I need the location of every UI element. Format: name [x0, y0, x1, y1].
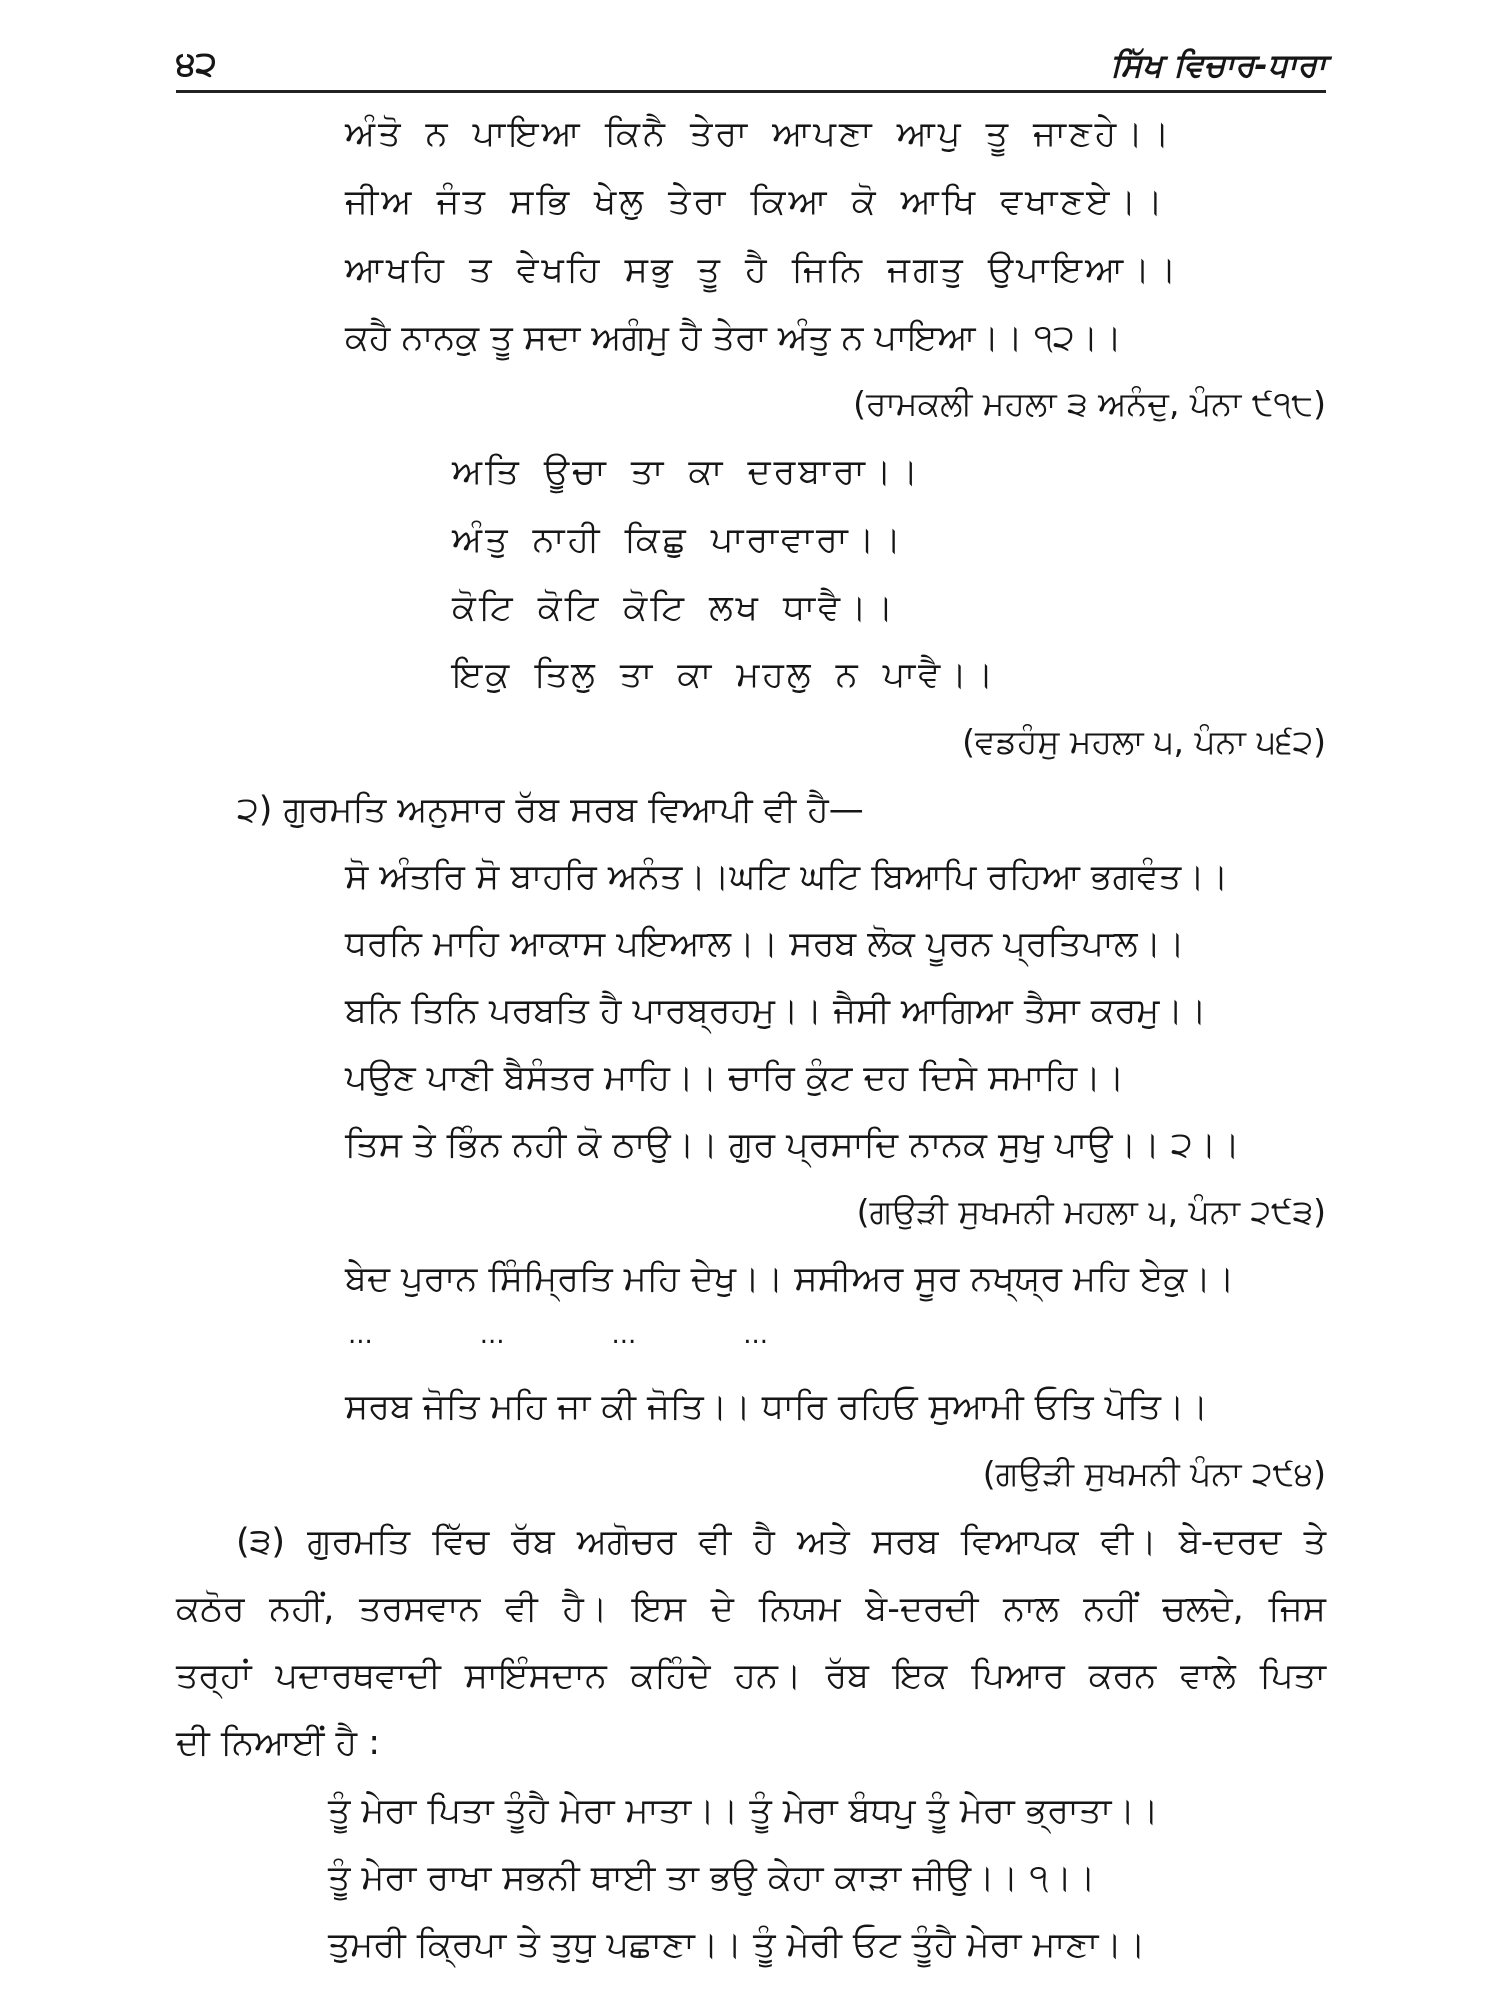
prose-line: ਕਠੋਰ ਨਹੀਂ, ਤਰਸਵਾਨ ਵੀ ਹੈ। ਇਸ ਦੇ ਨਿਯਮ ਬੇ-ਦਰਦੀ ਨਾਲ ਨਹੀਂ ਚਲਦੇ, ਜਿਸ — [176, 1589, 1326, 1629]
page-number: ੪੨ — [176, 44, 217, 84]
verse-line: ਬੇਦ ਪੁਰਾਨ ਸਿੰਮ੍ਰਿਤਿ ਮਹਿ ਦੇਖੁ।। ਸਸੀਅਰ ਸੂਰ ਨਖ੍ਯ੍ਰ ਮਹਿ ਏਕੁ।। — [345, 1259, 1235, 1299]
verse-line: ਤੂੰ ਮੇਰਾ ਪਿਤਾ ਤੂੰਹੈ ਮੇਰਾ ਮਾਤਾ।। ਤੂੰ ਮੇਰਾ ਬੰਧਪੁ ਤੂੰ ਮੇਰਾ ਭ੍ਰਾਤਾ।। — [328, 1791, 1159, 1831]
citation: (ਵਡਹੰਸੁ ਮਹਲਾ ੫, ਪੰਨਾ ੫੬੨) — [962, 722, 1326, 761]
section-heading: ੨) ਗੁਰਮਤਿ ਅਨੁਸਾਰ ਰੱਬ ਸਰਬ ਵਿਆਪੀ ਵੀ ਹੈ— — [237, 790, 864, 830]
verse-line: ਅੰਤੁ ਨਾਹੀ ਕਿਛੁ ਪਾਰਾਵਾਰਾ।। — [452, 520, 904, 560]
citation: (ਗਉੜੀ ਸੁਖਮਨੀ ਮਹਲਾ ੫, ਪੰਨਾ ੨੯੩) — [856, 1192, 1326, 1231]
verse-line: ਕੋਟਿ ਕੋਟਿ ਕੋਟਿ ਲਖ ਧਾਵੈ।। — [452, 588, 897, 628]
ellipsis: ... — [479, 1320, 505, 1350]
verse-line: ਜੀਅ ਜੰਤ ਸਭਿ ਖੇਲੁ ਤੇਰਾ ਕਿਆ ਕੋ ਆਖਿ ਵਖਾਣਏ।। — [345, 182, 1166, 222]
verse-line: ਪਉਣ ਪਾਣੀ ਬੈਸੰਤਰ ਮਾਹਿ।। ਚਾਰਿ ਕੁੰਟ ਦਹ ਦਿਸੇ ਸਮਾਹਿ।। — [345, 1058, 1125, 1098]
verse-line: ਕਹੈ ਨਾਨਕੁ ਤੂ ਸਦਾ ਅਗੰਮੁ ਹੈ ਤੇਰਾ ਅੰਤੁ ਨ ਪਾਇਆ।। ੧੨।। — [345, 318, 1122, 358]
verse-line: ਤਿਸ ਤੇ ਭਿੰਨ ਨਹੀ ਕੋ ਠਾਉ।। ਗੁਰ ਪ੍ਰਸਾਦਿ ਨਾਨਕ ਸੁਖੁ ਪਾਉ।। ੨।। — [345, 1125, 1240, 1165]
ellipsis: ... — [611, 1320, 637, 1350]
running-title: ਸਿੱਖ ਵਿਚਾਰ-ਧਾਰਾ — [1110, 46, 1326, 84]
verse-line: ਇਕੁ ਤਿਲੁ ਤਾ ਕਾ ਮਹਲੁ ਨ ਪਾਵੈ।। — [452, 655, 997, 695]
verse-line: ਬਨਿ ਤਿਨਿ ਪਰਬਤਿ ਹੈ ਪਾਰਬ੍ਰਹਮੁ।। ਜੈਸੀ ਆਗਿਆ ਤੈਸਾ ਕਰਮੁ।। — [345, 991, 1207, 1031]
page-header — [176, 40, 1326, 93]
verse-line: ਤੂੰ ਮੇਰਾ ਰਾਖਾ ਸਭਨੀ ਥਾਈ ਤਾ ਭਉ ਕੇਹਾ ਕਾੜਾ ਜੀਉ।। ੧।। — [328, 1858, 1096, 1898]
ellipsis: ... — [348, 1320, 373, 1350]
citation: (ਰਾਮਕਲੀ ਮਹਲਾ ੩ ਅਨੰਦੁ, ਪੰਨਾ ੯੧੮) — [853, 384, 1326, 423]
prose-line: ਦੀ ਨਿਆਈਂ ਹੈ : — [176, 1723, 381, 1763]
verse-line: ਅੰਤੋ ਨ ਪਾਇਆ ਕਿਨੈ ਤੇਰਾ ਆਪਣਾ ਆਪੁ ਤੂ ਜਾਣਹੇ।। — [345, 114, 1173, 154]
ellipsis: ... — [743, 1320, 768, 1350]
verse-line: ਤੁਮਰੀ ਕ੍ਰਿਪਾ ਤੇ ਤੁਧੁ ਪਛਾਣਾ।। ਤੂੰ ਮੇਰੀ ਓਟ ਤੂੰਹੈ ਮੇਰਾ ਮਾਣਾ।। — [328, 1925, 1146, 1965]
prose-line: (੩) ਗੁਰਮਤਿ ਵਿੱਚ ਰੱਬ ਅਗੋਚਰ ਵੀ ਹੈ ਅਤੇ ਸਰਬ ਵਿਆਪਕ ਵੀ। ਬੇ-ਦਰਦ ਤੇ — [236, 1522, 1326, 1562]
prose-line: ਤਰ੍ਹਾਂ ਪਦਾਰਥਵਾਦੀ ਸਾਇੰਸਦਾਨ ਕਹਿੰਦੇ ਹਨ। ਰੱਬ ਇਕ ਪਿਆਰ ਕਰਨ ਵਾਲੇ ਪਿਤਾ — [176, 1656, 1326, 1696]
citation: (ਗਉੜੀ ਸੁਖਮਨੀ ਪੰਨਾ ੨੯੪) — [982, 1454, 1326, 1493]
verse-line: ਧਰਨਿ ਮਾਹਿ ਆਕਾਸ ਪਇਆਲ।। ਸਰਬ ਲੋਕ ਪੂਰਨ ਪ੍ਰਤਿਪਾਲ।। — [345, 924, 1185, 964]
verse-line: ਅਤਿ ਊਚਾ ਤਾ ਕਾ ਦਰਬਾਰਾ।। — [452, 452, 922, 492]
omission-marks — [348, 1320, 768, 1364]
verse-line: ਆਖਹਿ ਤ ਵੇਖਹਿ ਸਭੁ ਤੂ ਹੈ ਜਿਨਿ ਜਗਤੁ ਉਪਾਇਆ।। — [345, 250, 1180, 290]
verse-line: ਸਰਬ ਜੋਤਿ ਮਹਿ ਜਾ ਕੀ ਜੋਤਿ।। ਧਾਰਿ ਰਹਿਓ ਸੁਆਮੀ ਓਤਿ ਪੋਤਿ।। — [345, 1387, 1209, 1427]
verse-line: ਸੋ ਅੰਤਰਿ ਸੋ ਬਾਹਰਿ ਅਨੰਤ।।ਘਟਿ ਘਟਿ ਬਿਆਪਿ ਰਹਿਆ ਭਗਵੰਤ।। — [345, 857, 1229, 897]
